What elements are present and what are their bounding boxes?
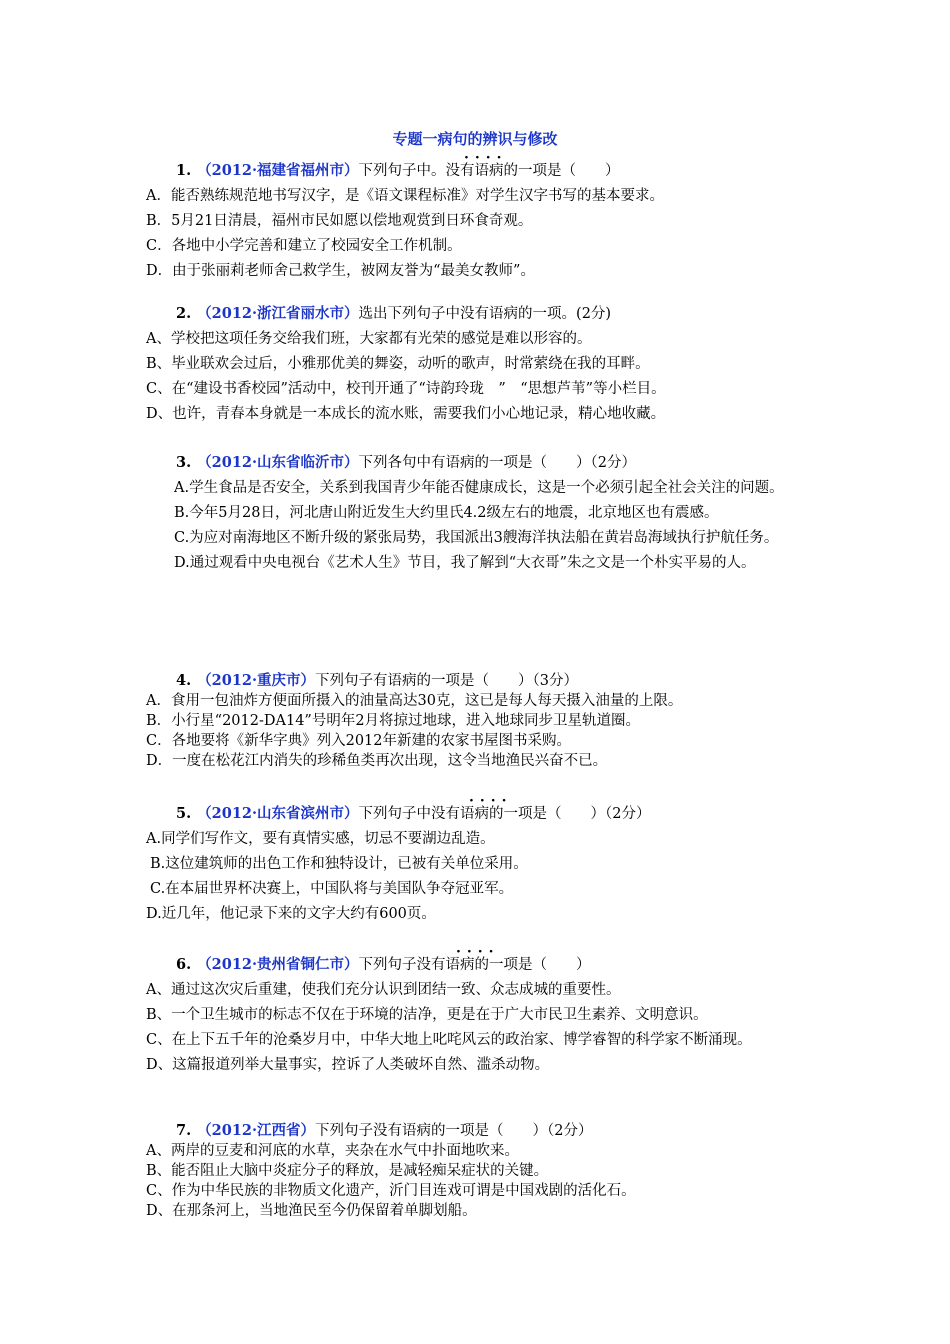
option-d: D．一度在松花江内消失的珍稀鱼类再次出现，这令当地渔民兴奋不已。 [146,753,608,769]
option-c: C.为应对南海地区不断升级的紧张局势，我国派出3艘海洋执法船在黄岩岛海域执行护航任务。 [174,530,779,546]
option-a: A.同学们写作文，要有真情实感，切忌不要湖边乱造。 [146,831,495,847]
option-b: B、毕业联欢会过后，小雅那优美的舞姿，动听的歌声，时常萦绕在我的耳畔。 [146,356,650,372]
question-source: （2012·江西省） [197,1122,316,1139]
question-text: 下列各句中有语病的一项是（ ）（2分） [358,455,637,471]
option-a: A、学校把这项任务交给我们班，大家都有光荣的感觉是难以形容的。 [146,331,592,347]
option-d: D、这篇报道列举大量事实，控诉了人类破坏自然、滥杀动物。 [146,1057,550,1073]
question-source: （2012·山东省滨州市） [197,805,359,822]
question-stem [146,1121,826,1141]
question-number: 5. [176,805,192,822]
question-number: 2. [176,305,192,322]
option-d: D．由于张丽莉老师舍己救学生，被网友誉为“最美女教师”。 [146,263,535,279]
question-1 [146,150,826,284]
question-stem [146,671,826,691]
option-b: B、能否阻止大脑中炎症分子的释放，是减轻痴呆症状的关键。 [146,1163,549,1179]
option-d: D、在那条河上，当地渔民至今仍保留着单脚划船。 [146,1203,477,1219]
question-stem [146,150,826,184]
question-number: 4. [176,672,192,689]
option-c: C、在“建设书香校园”活动中，校刊开通了“诗韵玲珑 ” “思想芦苇”等小栏目。 [146,381,666,397]
option-d: D.近几年，他记录下来的文字大约有600页。 [146,906,436,922]
question-source: （2012·山东省临沂市） [197,454,359,471]
question-6 [146,944,811,1078]
question-text: 下列句子没有语病的一项是（ ） [358,957,591,973]
option-a: A.学生食品是否安全，关系到我国青少年能否健康成长，这是一个必须引起全社会关注的问题。 [174,480,784,496]
question-number: 7. [176,1122,192,1139]
question-number: 3. [176,454,192,471]
option-b: B.今年5月28日，河北唐山附近发生大约里氏4.2级左右的地震，北京地区也有震感。 [174,505,719,521]
option-c: C．各地中小学完善和建立了校园安全工作机制。 [146,238,462,254]
option-a: A．能否熟练规范地书写汉字，是《语文课程标准》对学生汉字书写的基本要求。 [146,188,664,204]
question-stem [146,301,826,327]
question-number: 6. [176,956,192,973]
question-text: 下列句子没有语病的一项是（ ）（2分） [315,1123,593,1139]
question-number: 1. [176,162,192,179]
option-a: A．食用一包油炸方便面所摄入的油量高达30克，这已是每人每天摄入油量的上限。 [146,693,683,709]
question-stem [146,450,811,476]
question-source: （2012·福建省福州市） [197,162,359,179]
option-b: B、一个卫生城市的标志不仅在于环境的洁净，更是在于广大市民卫生素养、文明意识。 [146,1007,708,1023]
emphasis-dots: ···· [469,793,513,809]
question-source: （2012·重庆市） [197,672,316,689]
emphasis-dots: ···· [456,944,500,960]
option-b: B.这位建筑师的出色工作和独特设计，已被有关单位采用。 [150,856,528,872]
question-text: 下列句子中没有语病的一项是（ ）（2分） [358,806,651,822]
question-text: 下列句子中。没有语病的一项是（ ） [358,163,620,179]
option-a: A、通过这次灾后重建，使我们充分认识到团结一致、众志成城的重要性。 [146,982,621,998]
question-7 [146,1121,826,1221]
option-c: C、在上下五千年的沧桑岁月中，中华大地上叱咤风云的政治家、博学睿智的科学家不断涌现。 [146,1032,752,1048]
question-4 [146,671,826,771]
option-c: C．各地要将《新华字典》列入2012年新建的农家书屋图书采购。 [146,733,571,749]
option-d: D、也许，青春本身就是一本成长的流水账，需要我们小心地记录，精心地收藏。 [146,406,666,422]
question-text: 下列句子有语病的一项是（ ）（3分） [315,673,579,689]
question-5 [146,793,826,927]
question-source: （2012·贵州省铜仁市） [197,956,359,973]
option-b: B．5月21日清晨，福州市民如愿以偿地观赏到日环食奇观。 [146,213,533,229]
question-2 [146,301,826,427]
option-a: A、两岸的豆麦和河底的水草，夹杂在水气中扑面地吹来。 [146,1143,519,1159]
page-title: 专题一病句的辨识与修改 [392,130,558,148]
option-c: C.在本届世界杯决赛上，中国队将与美国队争夺冠亚军。 [150,881,514,897]
question-source: （2012·浙江省丽水市） [197,305,359,322]
question-3 [146,450,811,576]
option-c: C、作为中华民族的非物质文化遗产，沂门目连戏可谓是中国戏剧的活化石。 [146,1183,636,1199]
option-b: B．小行星“2012-DA14”号明年2月将掠过地球，进入地球同步卫星轨道圈。 [146,713,641,729]
emphasis-dots: ···· [464,150,508,166]
option-d: D.通过观看中央电视台《艺术人生》节目，我了解到“大衣哥”朱之文是一个朴实平易的人。 [174,555,756,571]
question-stem [146,944,811,978]
question-stem [146,793,826,827]
question-text: 选出下列句子中没有语病的一项。(2分) [358,306,612,322]
